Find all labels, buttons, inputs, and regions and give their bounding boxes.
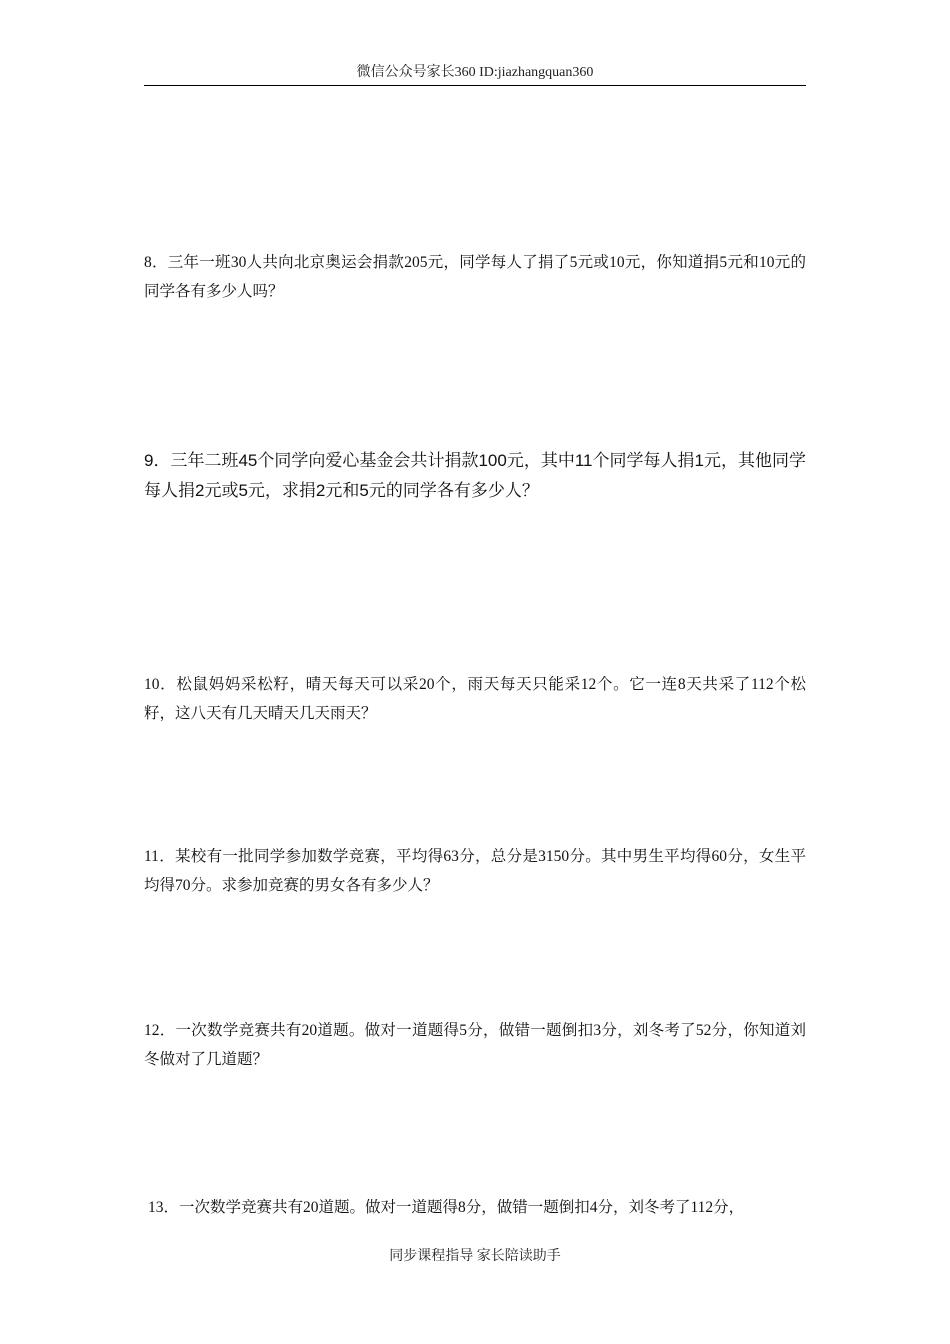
page-header: 微信公众号家长360 ID:jiazhangquan360: [356, 65, 594, 80]
question-9: 9．三年二班45个同学向爱心基金会共计捐款100元，其中11个同学每人捐1元，其他同学每人捐2元或5元，求捐2元和5元的同学各有多少人？: [144, 451, 806, 500]
question-13: 13．一次数学竞赛共有20道题。做对一道题得8分，做错一题倒扣4分，刘冬考了112分，: [148, 1199, 745, 1216]
question-11: 11．某校有一批同学参加数学竞赛，平均得63分，总分是3150分。其中男生平均得60分，女生平均得70分。求参加竞赛的男女各有多少人？: [144, 848, 806, 894]
page-footer: 同步课程指导 家长陪读助手: [389, 1249, 561, 1264]
question-10: 10．松鼠妈妈采松籽，晴天每天可以采20个，雨天每天只能采12个。它一连8天共采了112个松籽，这八天有几天晴天几天雨天？: [144, 676, 806, 722]
header-divider: [144, 85, 806, 86]
question-12: 12．一次数学竞赛共有20道题。做对一道题得5分，做错一题倒扣3分，刘冬考了52分，你知道刘冬做对了几道题？: [144, 1022, 806, 1068]
question-8: 8．三年一班30人共向北京奥运会捐款205元，同学每人了捐了5元或10元，你知道捐5元和10元的同学各有多少人吗？: [144, 254, 806, 300]
